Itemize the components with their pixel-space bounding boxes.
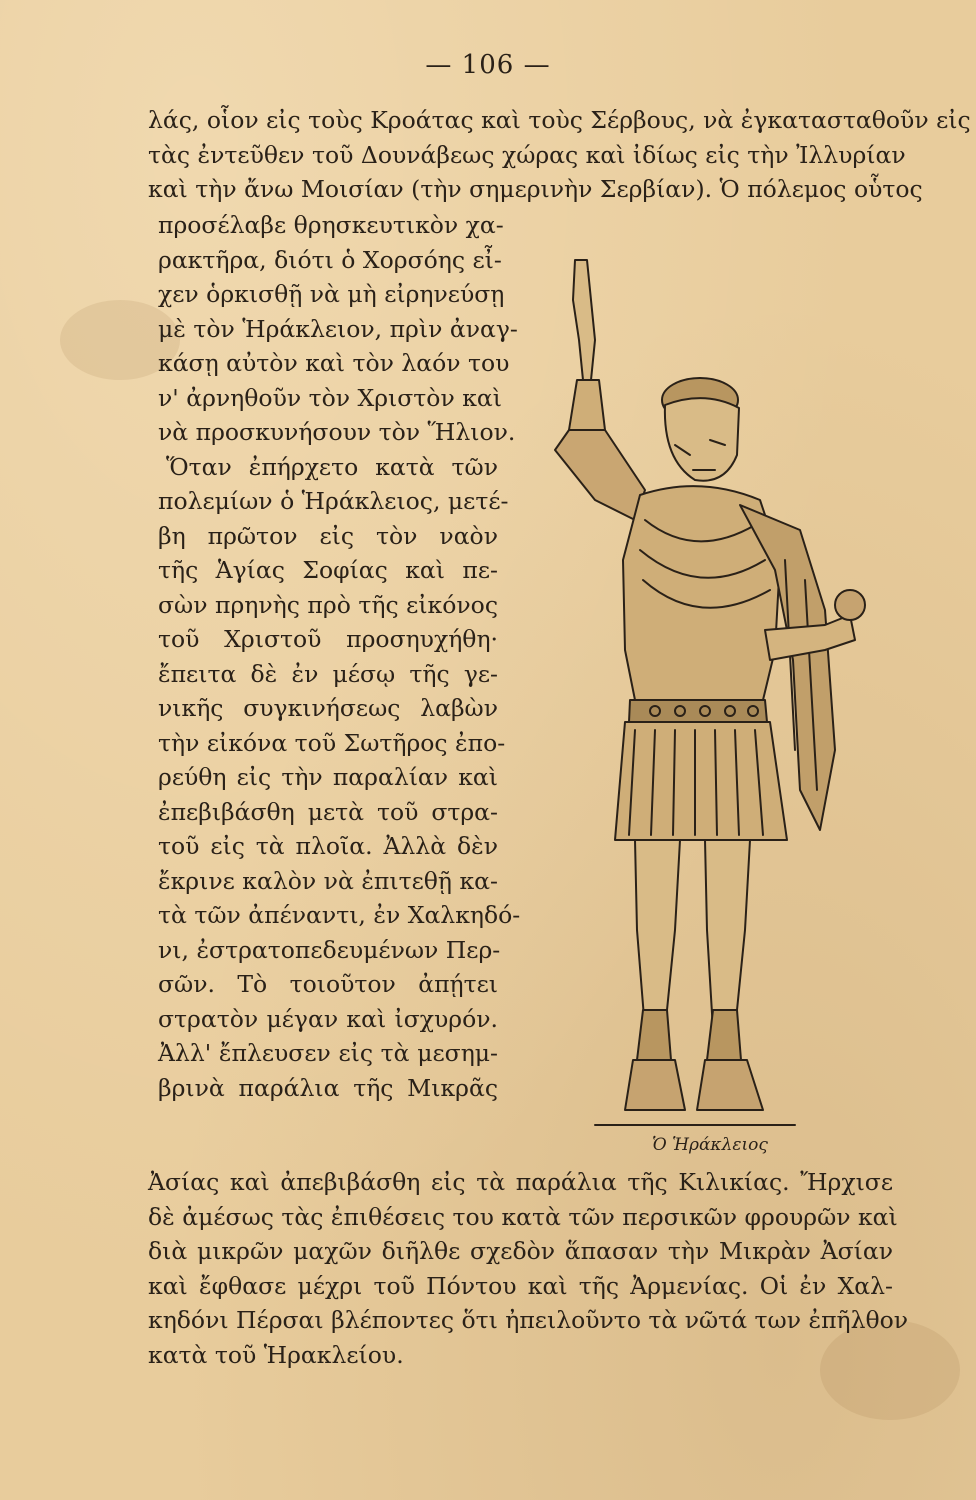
text-line: τὴν εἰκόνα τοῦ Σωτῆρος ἐπο- — [158, 728, 506, 757]
text-line: ρεύθη εἰς τὴν παραλίαν καὶ — [158, 763, 498, 791]
text-line: δὲ ἀμέσως τὰς ἐπιθέσεις του κατὰ τῶν περσικῶν φρουρῶν καὶ — [148, 1202, 898, 1231]
text-line: λάς, οἷον εἰς τοὺς Κροάτας καὶ τοὺς Σέρβους, νὰ ἐγκατασταθοῦν εἰς — [148, 106, 971, 134]
text-line: κηδόνι Πέρσαι βλέποντες ὅτι ἠπειλοῦντο τὰ νῶτά των ἐπῆλθον — [148, 1306, 909, 1334]
text-line: βη πρῶτον εἰς τὸν ναὸν — [158, 521, 498, 550]
text-line: καὶ ἔφθασε μέχρι τοῦ Πόντου καὶ τῆς Ἀρμενίας. Οἱ ἐν Χαλ- — [148, 1271, 893, 1300]
text-line: καὶ τὴν ἄνω Μοισίαν (τὴν σημερινὴν Σερβίαν). Ὁ πόλεμος οὗτος — [148, 175, 923, 203]
text-line: σὼν πρηνὴς πρὸ τῆς εἰκόνος — [158, 590, 498, 619]
text-line: σῶν. Τὸ τοιοῦτον ἀπῄτει — [158, 970, 498, 998]
text-line: προσέλαβε θρησκευτικὸν χα- — [158, 211, 504, 239]
text-line: Ἀλλ' ἔπλευσεν εἰς τὰ μεσημ- — [158, 1039, 498, 1067]
text-line: νὰ προσκυνήσουν τὸν Ἥλιον. — [158, 418, 516, 446]
text-line: τῆς Ἁγίας Σοφίας καὶ πε- — [158, 556, 498, 584]
text-line: τοῦ Χριστοῦ προσηυχήθη· — [158, 625, 498, 653]
text-line: ν' ἀρνηθοῦν τὸν Χριστὸν καὶ — [158, 383, 502, 412]
text-line: νικῆς συγκινήσεως λαβὼν — [158, 694, 498, 722]
text-line: ρακτῆρα, διότι ὁ Χορσόης εἶ- — [158, 245, 502, 274]
bottom-paragraph — [148, 1165, 909, 1372]
text-line: βρινὰ παράλια τῆς Μικρᾶς — [158, 1073, 498, 1102]
text-line: ἔκρινε καλὸν νὰ ἐπιτεθῇ κα- — [158, 866, 498, 895]
text-line: Ἀσίας καὶ ἀπεβιβάσθη εἰς τὰ παράλια τῆς Κιλικίας. Ἤρχισε — [148, 1168, 893, 1196]
text-line: κάσῃ αὐτὸν καὶ τὸν λαόν του — [158, 349, 510, 377]
top-paragraph — [148, 103, 971, 207]
heraclius-engraving — [525, 230, 875, 1150]
column-paragraph — [158, 208, 521, 1105]
text-line: τὰ τῶν ἀπέναντι, ἐν Χαλκηδό- — [158, 901, 521, 929]
page-number: — 106 — — [425, 50, 551, 80]
text-line: τοῦ εἰς τὰ πλοῖα. Ἀλλὰ δὲν — [158, 832, 498, 860]
text-line: Ὅταν ἐπήρχετο κατὰ τῶν — [166, 452, 498, 481]
text-line: κατὰ τοῦ Ἡρακλείου. — [148, 1340, 404, 1369]
text-line: ἐπεβιβάσθη μετὰ τοῦ στρα- — [158, 797, 498, 826]
text-line: χεν ὁρκισθῇ νὰ μὴ εἰρηνεύσῃ — [158, 280, 505, 308]
text-line: ἔπειτα δὲ ἐν μέσῳ τῆς γε- — [158, 659, 498, 688]
figure-caption: Ὁ Ἡράκλειος — [652, 1135, 768, 1155]
text-line: νι, ἐστρατοπεδευμένων Περ- — [158, 935, 501, 964]
text-line: διὰ μικρῶν μαχῶν διῆλθε σχεδὸν ἅπασαν τὴν Μικρὰν Ἀσίαν — [148, 1237, 893, 1265]
text-line: τὰς ἐντεῦθεν τοῦ Δουνάβεως χώρας καὶ ἰδίως εἰς τὴν Ἰλλυρίαν — [148, 140, 906, 169]
text-line: μὲ τὸν Ἡράκλειον, πρὶν ἀναγ- — [158, 314, 518, 343]
text-line: στρατὸν μέγαν καὶ ἰσχυρόν. — [158, 1004, 498, 1033]
text-line: πολεμίων ὁ Ἡράκλειος, μετέ- — [158, 487, 509, 515]
